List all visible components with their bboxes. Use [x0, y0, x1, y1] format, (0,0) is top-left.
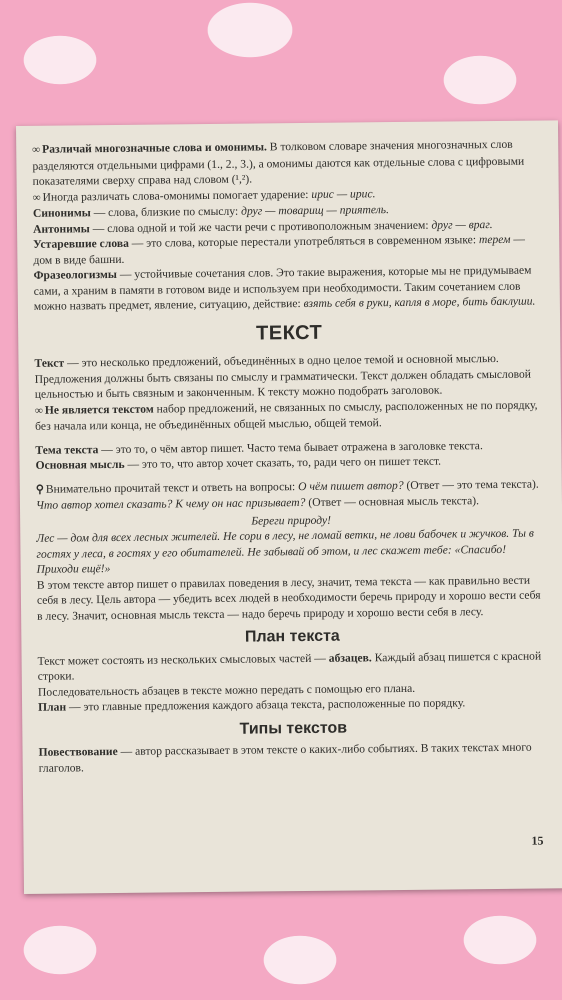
pin-icon: ⚲: [35, 483, 44, 496]
term: Основная мысль: [35, 457, 125, 472]
infinity-icon: ∞: [34, 404, 43, 417]
term: Фразеологизмы: [33, 267, 117, 282]
text: — дом в виде башни.: [33, 232, 526, 267]
book-page: [16, 120, 562, 894]
text: Иногда различать слова-омонимы помогает ударение:: [42, 187, 312, 204]
page-content: [32, 136, 549, 775]
question: О чём пишет автор?: [298, 478, 404, 493]
term: абзацев.: [328, 650, 372, 665]
paragraph-not-text: [35, 397, 545, 434]
text: В этом тексте автор пишет о правилах поведения в лесу, значит, тема текста — как правильно вести себя в лесу. Цель автора — убедить всех людей в необходимости беречь природу и хорошо вести себя в лесу. Значит, основная мысль текста — надо беречь природу и хорошо вести себя в лесу.: [36, 573, 541, 623]
text: — автор рассказывает в этом тексте о каких-либо событиях. В таких текстах много глаголов.: [38, 740, 532, 775]
example: взять себя в руки, капля в море, бить баклуши.: [303, 294, 536, 310]
term: Синонимы: [32, 206, 91, 220]
question: Что автор хотел сказать? К чему он нас призывает?: [35, 495, 306, 512]
infinity-icon: ∞: [32, 191, 41, 204]
text: Каждый абзац пишется с красной строки.: [37, 649, 542, 683]
paragraph-idioms: [33, 262, 543, 314]
text: — это то, о чём автор пишет. Часто тема бывает отражена в заголовке текста.: [98, 438, 483, 456]
text: Текст может состоять из нескольких смысловых частей —: [37, 651, 329, 668]
term: Различай многозначные слова и омонимы.: [42, 140, 267, 156]
example: терем: [478, 232, 511, 247]
text: В толковом словаре значения многозначных слов разделяются отдельными цифрами (1., 2., 3.), а омонимы даются как отдельные слова с цифровыми показателями сверху справа над словом (¹,²).: [32, 137, 525, 188]
paragraph-analysis: [37, 572, 547, 624]
term: Не является текстом: [44, 402, 154, 417]
paragraph-text-definition: [34, 350, 544, 402]
example: друг — враг.: [431, 217, 493, 232]
term: Повествование: [38, 744, 118, 759]
example: ирис — ирис.: [311, 186, 376, 201]
text: — это главные предложения каждого абзаца текста, расположенные по порядку.: [66, 696, 466, 714]
paragraph-homonyms: [32, 136, 542, 189]
term: Текст: [34, 356, 65, 370]
term: Антонимы: [33, 221, 90, 236]
page-number: 15: [531, 833, 544, 848]
text: — это слова, которые перестали употребляться в современном языке:: [128, 233, 479, 250]
story-title: Береги природу!: [251, 513, 332, 528]
heading-plan: План текста: [244, 627, 340, 646]
infinity-icon: ∞: [32, 143, 41, 156]
example: друг — товарищ — приятель.: [240, 203, 390, 218]
term: Тема текста: [35, 442, 99, 457]
text: (Ответ — основная мысль текста).: [305, 494, 480, 509]
heading-text: ТЕКСТ: [255, 321, 323, 344]
text: — слова, близкие по смыслу:: [90, 204, 242, 220]
term: План: [38, 700, 67, 714]
text: Внимательно прочитай текст и ответь на вопросы:: [45, 479, 299, 496]
text: — слова одной и той же части речи с противоположным значением:: [89, 218, 432, 235]
text: — устойчивые сочетания слов. Это такие выражения, которые мы не придумываем сами, а храним в памяти в готовом виде и используем при необходимости. Таким сочетанием слов можно назвать предмет, явление, ситуацию, действие:: [33, 263, 532, 313]
paragraph-narration: [38, 739, 548, 775]
story-text: Лес — дом для всех лесных жителей. Не сори в лесу, не ломай ветки, не лови бабочек и жучков. Ты в гостях у леса, в гостях у его обитателей. Не забывай об этом, и лес скажет тебе: «Спасибо! Приходи ещё!»: [36, 526, 534, 576]
paragraph-task: [36, 476, 546, 513]
text: набор предложений, не связанных по смыслу, расположенных не по порядку, без начала или конца, не объединённых общей мыслью, общей темой.: [35, 398, 538, 433]
term: Устаревшие слова: [33, 236, 129, 251]
text: — это то, что автор хочет сказать, то, ради чего он пишет текст.: [124, 454, 442, 471]
text: (Ответ — это тема текста).: [403, 477, 539, 492]
heading-types: Типы текстов: [239, 719, 348, 738]
text: Последовательность абзацев в тексте можно передать с помощью его плана.: [37, 681, 416, 699]
text: — это несколько предложений, объединённых в одно целое темой и основной мыслью. Предложения должны быть связаны по смыслу и грамматически. Текст должен обладать смысловой цельностью и быть связным и законченным. К тексту можно подобрать заголовок.: [34, 351, 532, 401]
